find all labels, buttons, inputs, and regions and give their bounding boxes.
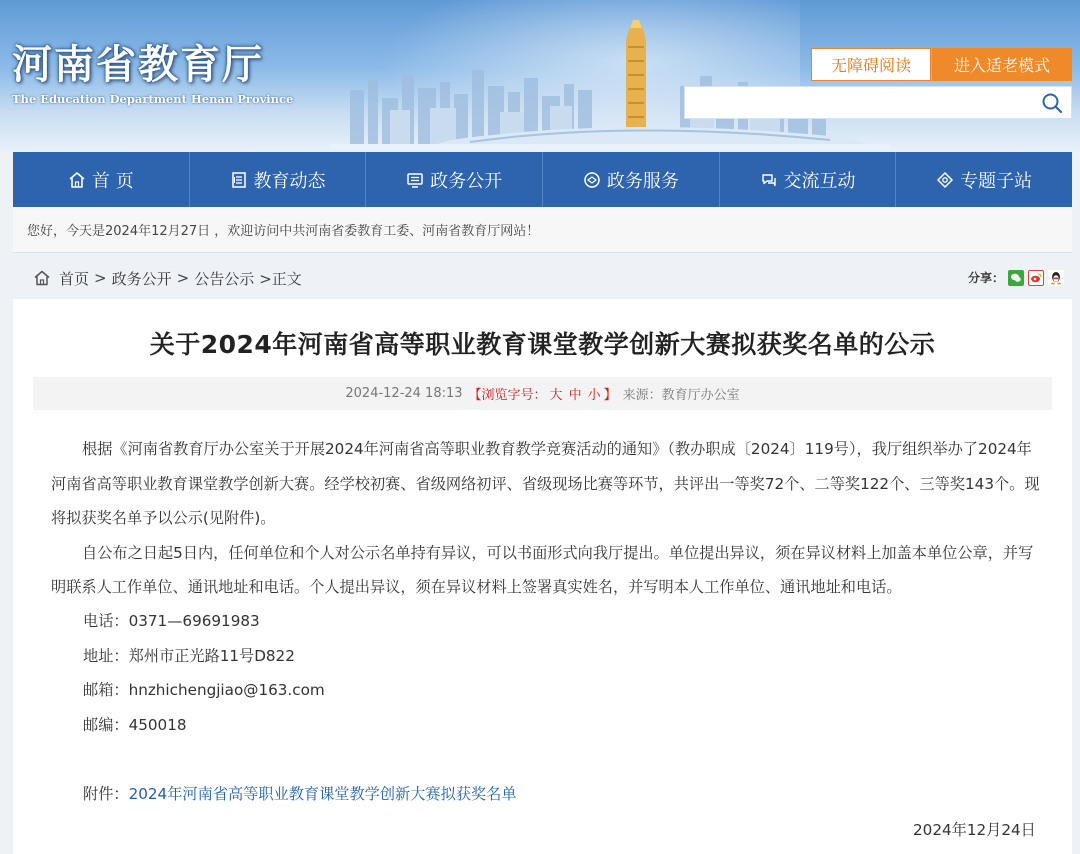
font-size-small[interactable]: 小 xyxy=(587,388,601,403)
attachment-link[interactable]: 2024年河南省高等职业教育课堂教学创新大赛拟获奖名单 xyxy=(128,785,517,803)
nav-item-label: 政务公开 xyxy=(430,170,503,192)
site-logo-english: The Education Department Henan Province xyxy=(12,92,294,106)
home-icon xyxy=(68,171,86,189)
font-size-medium[interactable]: 中 xyxy=(568,388,582,403)
nav-item-label: 交流互动 xyxy=(783,170,856,192)
signature-date: 2024年12月24日 xyxy=(913,821,1036,839)
weibo-icon xyxy=(1030,272,1042,284)
nav-item-label: 专题子站 xyxy=(960,170,1033,192)
site-logo[interactable] xyxy=(12,42,293,106)
qq-share-icon[interactable] xyxy=(1048,270,1064,286)
article-paragraph: 自公布之日起5日内，任何单位和个人对公示名单持有异议，可以书面形式向我厅提出。单位提出异议，须在异议材料上加盖本单位公章，并写明联系人工作单位、通讯地址和电话。个人提出异议，须在异议材料上签署真实姓名，并写明本人工作单位、通讯地址和电话。 xyxy=(51,543,1034,596)
wechat-icon xyxy=(1010,272,1022,284)
nav-item-government-services[interactable] xyxy=(543,152,720,207)
site-logo-chinese: 河南省教育厅 xyxy=(12,41,264,88)
article-body xyxy=(51,432,1041,605)
breadcrumb-government-affairs[interactable]: 政务公开 xyxy=(111,269,172,288)
nav-item-topic-sites[interactable] xyxy=(896,152,1072,207)
main-nav xyxy=(13,152,1072,207)
nav-item-label: 首 页 xyxy=(91,170,134,192)
contact-address: 地址：郑州市正光路11号D822 xyxy=(83,647,295,665)
site-header xyxy=(0,0,1080,152)
breadcrumb-separator: > xyxy=(94,269,107,287)
attachment xyxy=(83,783,517,804)
nav-item-education-news[interactable] xyxy=(190,152,367,207)
share-bar xyxy=(968,269,1064,286)
contact-phone: 电话：0371—69691983 xyxy=(83,612,260,630)
font-size-large[interactable]: 大 xyxy=(549,388,563,403)
article-panel xyxy=(13,299,1072,854)
nav-item-label: 教育动态 xyxy=(253,170,326,192)
font-size-bracket: 】 xyxy=(603,388,617,403)
font-size-label: 【浏览字号： xyxy=(468,388,547,403)
publish-datetime: 2024-12-24 18:13 xyxy=(345,386,463,401)
accessible-reading-button[interactable]: 无障碍阅读 xyxy=(811,48,931,81)
breadcrumb-home[interactable]: 首页 xyxy=(59,269,90,288)
attachment-label: 附件： xyxy=(83,785,129,803)
share-label: 分享： xyxy=(967,271,1004,285)
welcome-bar xyxy=(13,207,1072,253)
breadcrumb-separator: > xyxy=(176,269,190,287)
breadcrumb-announcements[interactable]: 公告公示 xyxy=(194,269,255,288)
nav-item-home[interactable] xyxy=(13,152,190,207)
article-meta xyxy=(33,377,1052,410)
qq-icon xyxy=(1049,271,1063,285)
news-icon xyxy=(230,171,248,189)
article-title: 关于2024年河南省高等职业教育课堂教学创新大赛拟获奖名单的公示 xyxy=(149,330,936,359)
font-size-switcher xyxy=(469,384,617,403)
nav-item-government-affairs[interactable] xyxy=(366,152,543,207)
service-icon xyxy=(583,171,601,189)
article-paragraph: 根据《河南省教育厅办公室关于开展2024年河南省高等职业教育教学竞赛活动的通知》（教办职成〔2024〕119号），我厅组织举办了2024年河南省高等职业教育课堂教学创新大赛。经学校初赛、省级网络初评、省级现场比赛等环节，共评出一等奖72个、二等奖122个、三等奖143个。现将拟获奖名单予以公示(见附件)。 xyxy=(51,440,1040,527)
interaction-icon xyxy=(760,171,778,189)
government-icon xyxy=(406,171,424,189)
home-icon xyxy=(33,269,51,287)
breadcrumb xyxy=(13,257,1072,299)
search-input[interactable] xyxy=(685,87,1025,118)
nav-item-label: 政务服务 xyxy=(606,170,679,192)
article-source: 来源：教育厅办公室 xyxy=(622,388,740,403)
search-icon[interactable] xyxy=(1041,92,1063,114)
elder-mode-button[interactable]: 进入适老模式 xyxy=(932,48,1072,81)
contact-email: 邮箱：hnzhichengjiao@163.com xyxy=(83,681,325,699)
welcome-text: 您好，今天是2024年12月27日 ，欢迎访问中共河南省委教育工委、河南省教育厅网站！ xyxy=(27,224,540,239)
nav-item-interaction[interactable] xyxy=(720,152,897,207)
topic-icon xyxy=(936,171,954,189)
weibo-share-icon[interactable] xyxy=(1028,270,1044,286)
wechat-share-icon[interactable] xyxy=(1008,270,1024,286)
search-box xyxy=(684,86,1072,119)
contact-postcode: 邮编：450018 xyxy=(83,716,187,734)
breadcrumb-current: >正文 xyxy=(259,269,302,288)
